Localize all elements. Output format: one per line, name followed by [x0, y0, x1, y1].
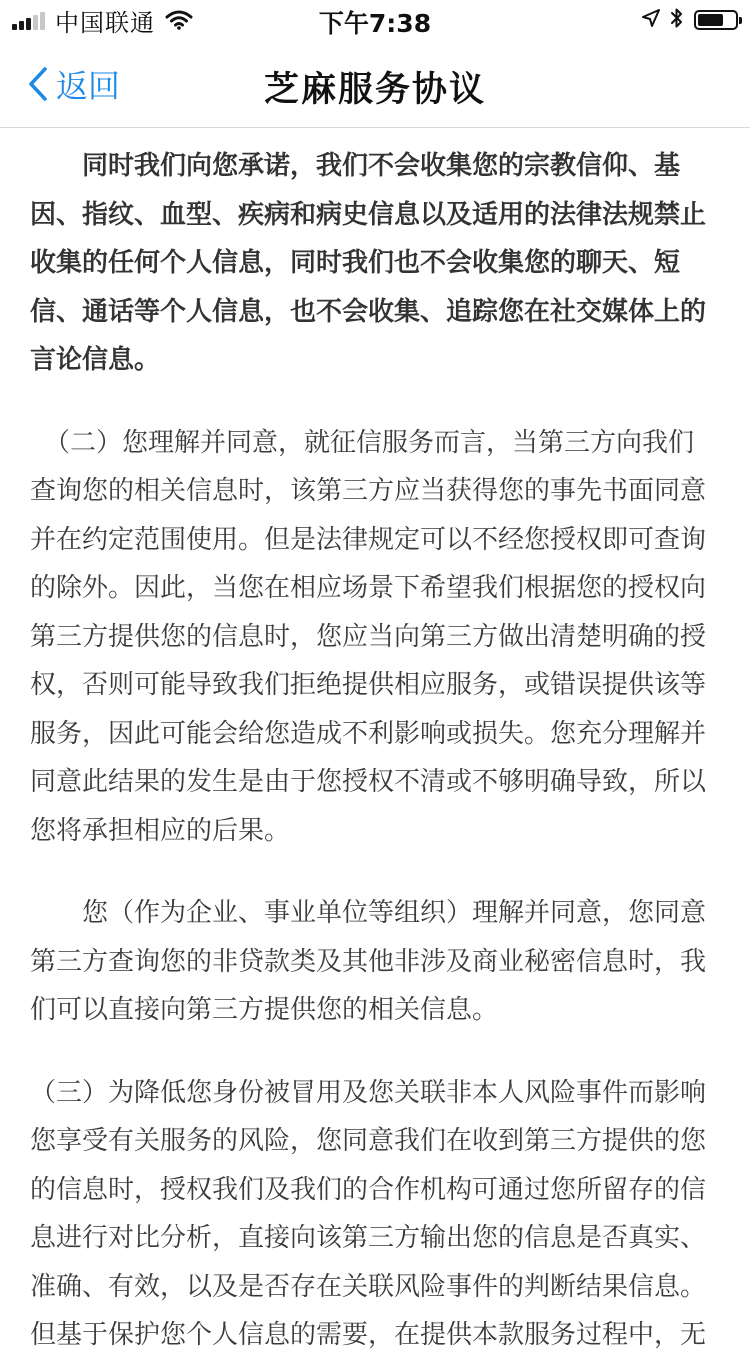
status-bar: [0, 0, 750, 40]
carrier-name: 中国联通: [55, 8, 155, 37]
agreement-paragraph: （二）您理解并同意，就征信服务而言，当第三方向我们查询您的相关信息时，该第三方应当获得您的事先书面同意并在约定范围使用。但是法律规定可以不经您授权即可查询的除外。因此，当您在相应场景下希望我们根据您的授权向第三方提供您的信息时，您应当向第三方做出清楚明确的授权，否则可能导致我们拒绝提供相应服务，或错误提供该等服务，因此可能会给您造成不利影响或损失。您充分理解并同意此结果的发生是由于您授权不清或不够明确导致，所以您将承担相应的后果。: [30, 427, 707, 846]
agreement-paragraph: 您（作为企业、事业单位等组织）理解并同意，您同意第三方查询您的非贷款类及其他非涉及商业秘密信息时，我们可以直接向第三方提供您的相关信息。: [30, 898, 707, 1025]
agreement-paragraph: （三）为降低您身份被冒用及您关联非本人风险事件而影响您享受有关服务的风险，您同意我们在收到第三方提供的您的信息时，授权我们及我们的合作机构可通过您所留存的信息进行对比分析，直接向该第三方输出您的信息是否真实、准确、有效，以及是否存在关联风险事件的判断结果信息。但基于保护您个人信息的需要，在提供本款服务过程中，无: [30, 1077, 707, 1350]
agreement-content[interactable]: [30, 130, 712, 1350]
back-label: 返回: [56, 67, 121, 105]
agreement-paragraph: 同时我们向您承诺，我们不会收集您的宗教信仰、基因、指纹、血型、疾病和病史信息以及适用的法律法规禁止收集的任何个人信息，同时我们也不会收集您的聊天、短信、通话等个人信息，也不会收集、追踪您在社交媒体上的言论信息。: [30, 151, 707, 375]
page-title: 芝麻服务协议: [263, 70, 486, 110]
navigation-bar: [0, 40, 750, 128]
battery-icon: [694, 10, 738, 30]
status-time: 下午7:38: [318, 9, 432, 38]
location-arrow-icon: [642, 9, 660, 31]
bluetooth-icon: [670, 7, 684, 33]
status-right: [632, 6, 738, 34]
